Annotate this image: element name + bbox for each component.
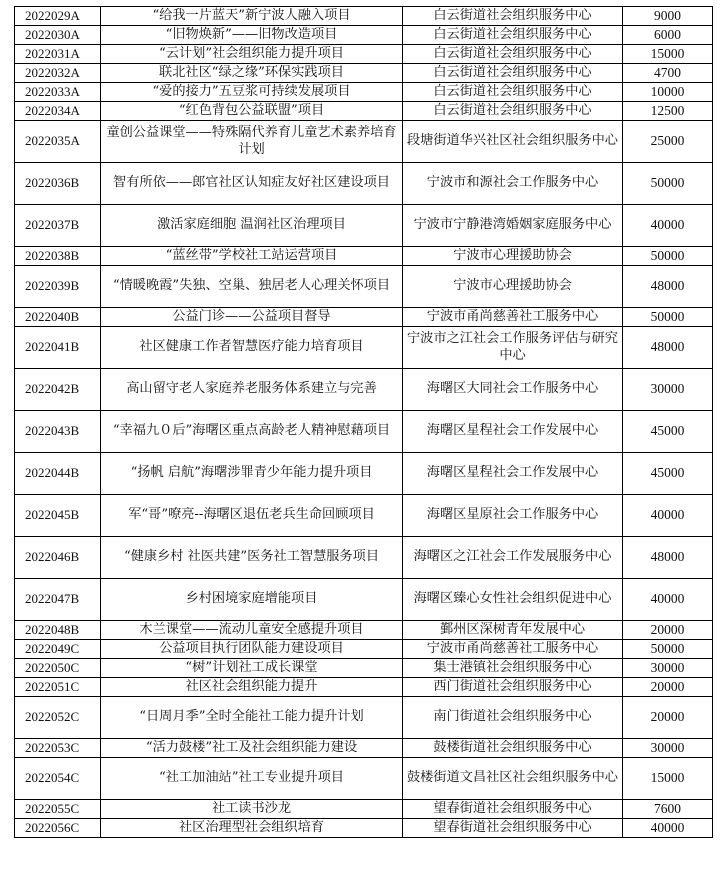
amount-cell: 10000 xyxy=(623,83,713,102)
amount-cell: 40000 xyxy=(623,495,713,537)
amount-cell: 50000 xyxy=(623,247,713,266)
organization-cell: 海曙区星程社会工作发展中心 xyxy=(403,411,623,453)
table-row xyxy=(15,819,713,838)
project-code-cell: 2022056C xyxy=(15,819,101,838)
project-code-cell: 2022037B xyxy=(15,205,101,247)
organization-cell: 白云街道社会组织服务中心 xyxy=(403,26,623,45)
amount-cell: 40000 xyxy=(623,579,713,621)
organization-cell: 鄞州区深树青年发展中心 xyxy=(403,621,623,640)
project-code-cell: 2022053C xyxy=(15,739,101,758)
project-name-cell: 乡村困境家庭增能项目 xyxy=(101,579,403,621)
organization-cell: 白云街道社会组织服务中心 xyxy=(403,45,623,64)
organization-cell: 宁波市之江社会工作服务评估与研究中心 xyxy=(403,327,623,369)
project-code-cell: 2022038B xyxy=(15,247,101,266)
project-code-cell: 2022034A xyxy=(15,102,101,121)
project-name-cell: “给我一片蓝天”新宁波人融入项目 xyxy=(101,7,403,26)
table-row xyxy=(15,659,713,678)
table-row xyxy=(15,247,713,266)
project-name-cell: 社区社会组织能力提升 xyxy=(101,678,403,697)
project-code-cell: 2022039B xyxy=(15,266,101,308)
amount-cell: 4700 xyxy=(623,64,713,83)
organization-cell: 宁波市甬尚慈善社工服务中心 xyxy=(403,640,623,659)
amount-cell: 48000 xyxy=(623,537,713,579)
project-code-cell: 2022051C xyxy=(15,678,101,697)
organization-cell: 鼓楼街道社会组织服务中心 xyxy=(403,739,623,758)
organization-cell: 白云街道社会组织服务中心 xyxy=(403,83,623,102)
amount-cell: 6000 xyxy=(623,26,713,45)
amount-cell: 40000 xyxy=(623,205,713,247)
amount-cell: 50000 xyxy=(623,308,713,327)
project-code-cell: 2022048B xyxy=(15,621,101,640)
table-row xyxy=(15,7,713,26)
table-row xyxy=(15,163,713,205)
project-name-cell: 童创公益课堂——特殊隔代养育儿童艺术素养培育计划 xyxy=(101,121,403,163)
project-name-cell: “健康乡村 社医共建”医务社工智慧服务项目 xyxy=(101,537,403,579)
amount-cell: 45000 xyxy=(623,411,713,453)
organization-cell: 白云街道社会组织服务中心 xyxy=(403,7,623,26)
amount-cell: 20000 xyxy=(623,621,713,640)
amount-cell: 50000 xyxy=(623,163,713,205)
project-name-cell: “爱的接力”五豆浆可持续发展项目 xyxy=(101,83,403,102)
project-name-cell: “活力鼓楼”社工及社会组织能力建设 xyxy=(101,739,403,758)
amount-cell: 48000 xyxy=(623,327,713,369)
organization-cell: 西门街道社会组织服务中心 xyxy=(403,678,623,697)
project-code-cell: 2022042B xyxy=(15,369,101,411)
project-name-cell: “社工加油站”社工专业提升项目 xyxy=(101,758,403,800)
organization-cell: 南门街道社会组织服务中心 xyxy=(403,697,623,739)
organization-cell: 段塘街道华兴社区社会组织服务中心 xyxy=(403,121,623,163)
project-code-cell: 2022047B xyxy=(15,579,101,621)
table-row xyxy=(15,579,713,621)
table-row xyxy=(15,327,713,369)
project-code-cell: 2022031A xyxy=(15,45,101,64)
amount-cell: 20000 xyxy=(623,697,713,739)
organization-cell: 宁波市甬尚慈善社工服务中心 xyxy=(403,308,623,327)
project-name-cell: 社工读书沙龙 xyxy=(101,800,403,819)
project-code-cell: 2022045B xyxy=(15,495,101,537)
table-row xyxy=(15,266,713,308)
project-name-cell: “情暖晚霞”失独、空巢、独居老人心理关怀项目 xyxy=(101,266,403,308)
table-row xyxy=(15,495,713,537)
table-row xyxy=(15,121,713,163)
project-table xyxy=(14,6,713,838)
amount-cell: 40000 xyxy=(623,819,713,838)
project-code-cell: 2022044B xyxy=(15,453,101,495)
project-name-cell: “幸福九０后”海曙区重点高龄老人精神慰藉项目 xyxy=(101,411,403,453)
project-name-cell: “日周月季”全时全能社工能力提升计划 xyxy=(101,697,403,739)
project-code-cell: 2022043B xyxy=(15,411,101,453)
project-code-cell: 2022035A xyxy=(15,121,101,163)
table-row xyxy=(15,26,713,45)
table-row xyxy=(15,453,713,495)
project-code-cell: 2022030A xyxy=(15,26,101,45)
amount-cell: 25000 xyxy=(623,121,713,163)
table-row xyxy=(15,411,713,453)
table-row xyxy=(15,308,713,327)
amount-cell: 20000 xyxy=(623,678,713,697)
amount-cell: 9000 xyxy=(623,7,713,26)
organization-cell: 海曙区大同社会工作服务中心 xyxy=(403,369,623,411)
project-name-cell: 木兰课堂——流动儿童安全感提升项目 xyxy=(101,621,403,640)
project-name-cell: 智有所依——郎官社区认知症友好社区建设项目 xyxy=(101,163,403,205)
organization-cell: 宁波市心理援助协会 xyxy=(403,266,623,308)
project-code-cell: 2022029A xyxy=(15,7,101,26)
project-code-cell: 2022052C xyxy=(15,697,101,739)
amount-cell: 48000 xyxy=(623,266,713,308)
project-name-cell: 社区治理型社会组织培育 xyxy=(101,819,403,838)
project-name-cell: 军“哥”嘹亮--海曙区退伍老兵生命回顾项目 xyxy=(101,495,403,537)
amount-cell: 45000 xyxy=(623,453,713,495)
table-row xyxy=(15,83,713,102)
project-name-cell: 联北社区“绿之缘”环保实践项目 xyxy=(101,64,403,83)
project-code-cell: 2022040B xyxy=(15,308,101,327)
project-code-cell: 2022032A xyxy=(15,64,101,83)
organization-cell: 海曙区星程社会工作发展中心 xyxy=(403,453,623,495)
organization-cell: 鼓楼街道文昌社区社会组织服务中心 xyxy=(403,758,623,800)
project-code-cell: 2022049C xyxy=(15,640,101,659)
project-code-cell: 2022036B xyxy=(15,163,101,205)
table-row xyxy=(15,102,713,121)
table-row xyxy=(15,739,713,758)
table-row xyxy=(15,640,713,659)
project-table-container xyxy=(14,6,712,838)
organization-cell: 白云街道社会组织服务中心 xyxy=(403,102,623,121)
table-row xyxy=(15,369,713,411)
amount-cell: 15000 xyxy=(623,45,713,64)
project-table-body xyxy=(15,7,713,838)
amount-cell: 15000 xyxy=(623,758,713,800)
project-code-cell: 2022055C xyxy=(15,800,101,819)
table-row xyxy=(15,621,713,640)
organization-cell: 白云街道社会组织服务中心 xyxy=(403,64,623,83)
project-name-cell: 公益项目执行团队能力建设项目 xyxy=(101,640,403,659)
table-row xyxy=(15,758,713,800)
project-name-cell: “旧物焕新”——旧物改造项目 xyxy=(101,26,403,45)
project-name-cell: 激活家庭细胞 温润社区治理项目 xyxy=(101,205,403,247)
table-row xyxy=(15,205,713,247)
organization-cell: 集士港镇社会组织服务中心 xyxy=(403,659,623,678)
organization-cell: 海曙区之江社会工作发展服务中心 xyxy=(403,537,623,579)
table-row xyxy=(15,64,713,83)
table-row xyxy=(15,537,713,579)
project-code-cell: 2022041B xyxy=(15,327,101,369)
project-name-cell: “树”计划社工成长课堂 xyxy=(101,659,403,678)
project-name-cell: 高山留守老人家庭养老服务体系建立与完善 xyxy=(101,369,403,411)
table-row xyxy=(15,697,713,739)
amount-cell: 50000 xyxy=(623,640,713,659)
organization-cell: 望春街道社会组织服务中心 xyxy=(403,800,623,819)
amount-cell: 12500 xyxy=(623,102,713,121)
organization-cell: 宁波市宁静港湾婚姻家庭服务中心 xyxy=(403,205,623,247)
amount-cell: 30000 xyxy=(623,659,713,678)
amount-cell: 30000 xyxy=(623,369,713,411)
table-row xyxy=(15,678,713,697)
organization-cell: 海曙区臻心女性社会组织促进中心 xyxy=(403,579,623,621)
organization-cell: 望春街道社会组织服务中心 xyxy=(403,819,623,838)
table-row xyxy=(15,45,713,64)
project-code-cell: 2022050C xyxy=(15,659,101,678)
organization-cell: 宁波市心理援助协会 xyxy=(403,247,623,266)
project-name-cell: 公益门诊——公益项目督导 xyxy=(101,308,403,327)
project-name-cell: “红色背包公益联盟”项目 xyxy=(101,102,403,121)
organization-cell: 海曙区星原社会工作服务中心 xyxy=(403,495,623,537)
table-row xyxy=(15,800,713,819)
amount-cell: 30000 xyxy=(623,739,713,758)
project-name-cell: “蓝丝带”学校社工站运营项目 xyxy=(101,247,403,266)
organization-cell: 宁波市和源社会工作服务中心 xyxy=(403,163,623,205)
project-code-cell: 2022033A xyxy=(15,83,101,102)
project-code-cell: 2022054C xyxy=(15,758,101,800)
amount-cell: 7600 xyxy=(623,800,713,819)
project-name-cell: 社区健康工作者智慧医疗能力培育项目 xyxy=(101,327,403,369)
project-name-cell: “扬帆 启航”海曙涉罪青少年能力提升项目 xyxy=(101,453,403,495)
project-name-cell: “云计划”社会组织能力提升项目 xyxy=(101,45,403,64)
project-code-cell: 2022046B xyxy=(15,537,101,579)
